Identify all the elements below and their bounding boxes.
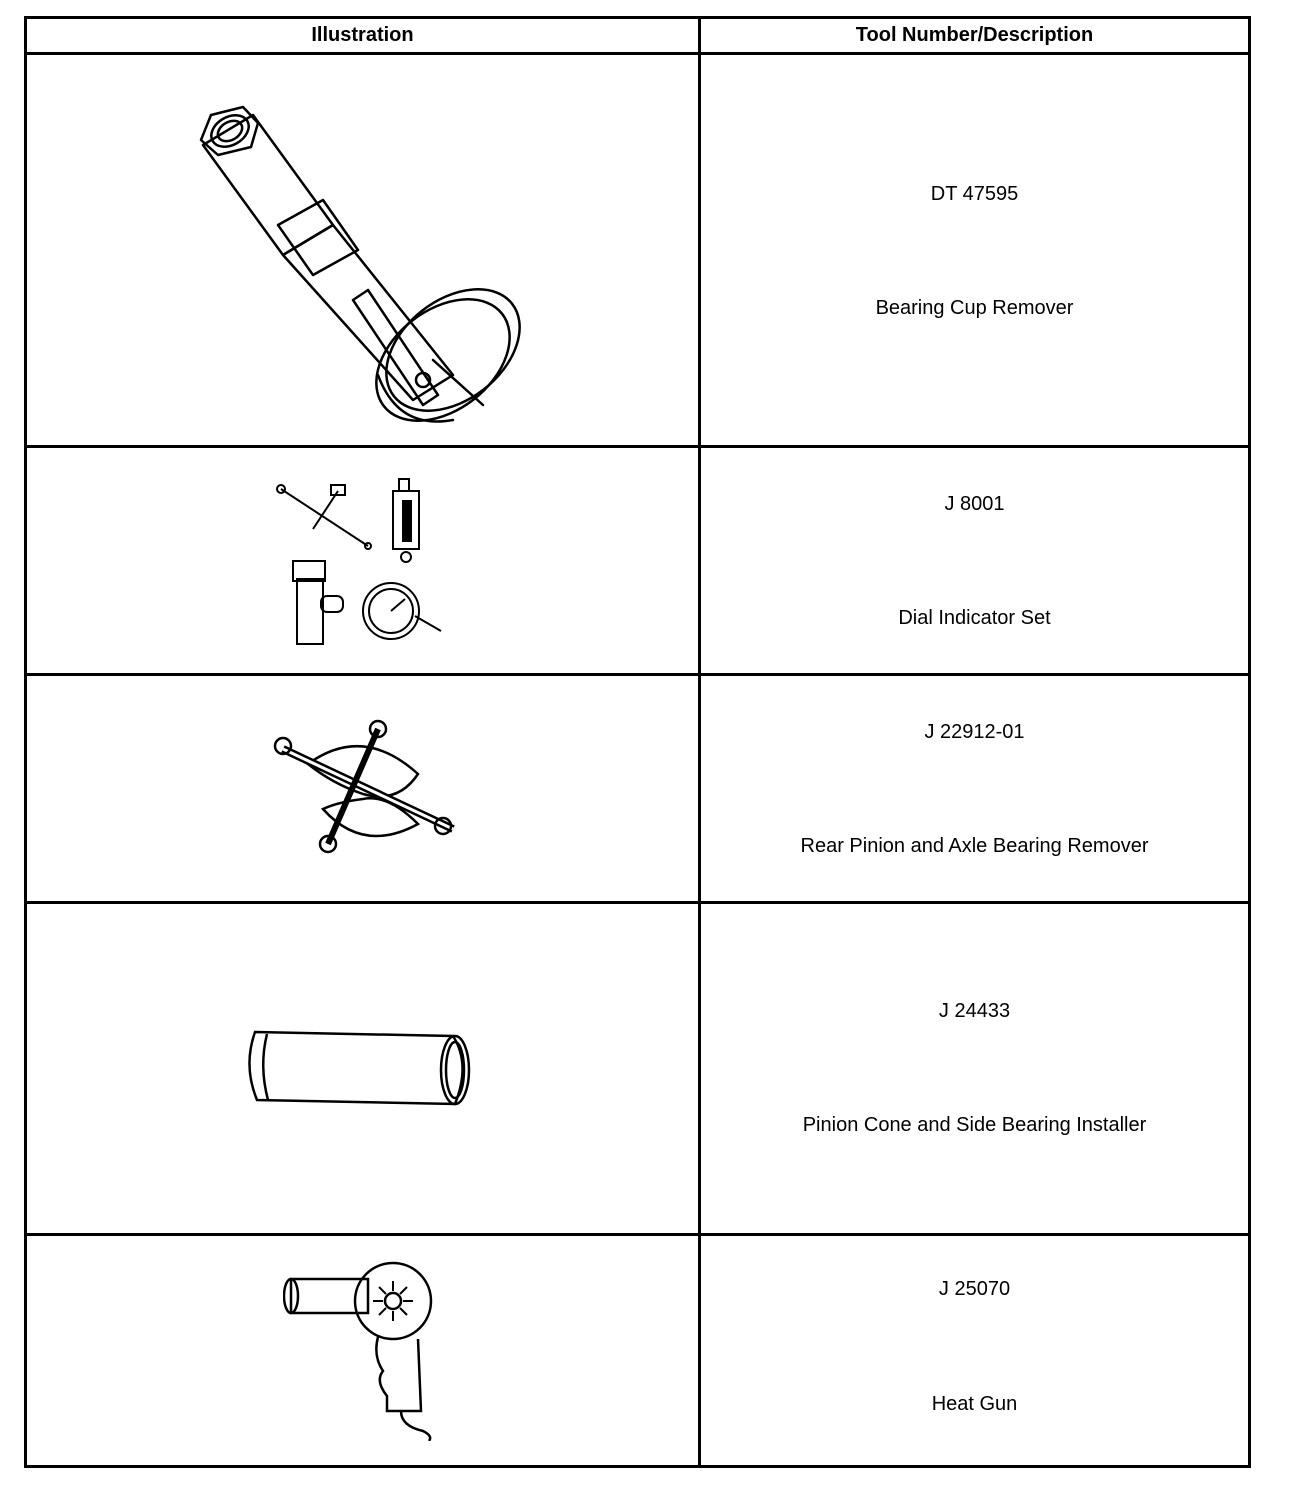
bearing-cup-remover-icon	[183, 75, 543, 425]
illustration-cell	[26, 903, 700, 1235]
tool-description: Bearing Cup Remover	[875, 297, 1074, 319]
tool-number: DT 47595	[930, 183, 1019, 205]
illustration-cell	[26, 54, 700, 447]
table-row	[26, 447, 1250, 675]
table-row	[26, 54, 1250, 447]
table-row	[26, 1235, 1250, 1467]
tool-number-description-header: Tool Number/Description	[700, 18, 1250, 54]
illustration-cell	[26, 675, 700, 903]
bearing-remover-clamp-icon	[268, 714, 458, 864]
tool-cell	[700, 54, 1250, 447]
tool-number: J 8001	[944, 493, 1005, 515]
illustration-header: Illustration	[26, 18, 700, 54]
tool-cell	[700, 903, 1250, 1235]
heat-gun-icon	[283, 1261, 443, 1441]
tool-description: Heat Gun	[931, 1393, 1018, 1415]
tool-description: Rear Pinion and Axle Bearing Remover	[800, 835, 1149, 857]
dial-indicator-set-icon	[273, 471, 453, 651]
tool-cell	[700, 675, 1250, 903]
tool-cell	[700, 447, 1250, 675]
table-row	[26, 675, 1250, 903]
tool-number: J 24433	[938, 1000, 1011, 1022]
special-tools-table	[24, 16, 1251, 1468]
illustration-cell	[26, 1235, 700, 1467]
bearing-installer-tube-icon	[243, 1024, 483, 1114]
table-row	[26, 903, 1250, 1235]
illustration-cell	[26, 447, 700, 675]
tool-number: J 22912-01	[924, 721, 1025, 743]
tool-description: Pinion Cone and Side Bearing Installer	[802, 1114, 1147, 1136]
header-row	[26, 18, 1250, 54]
tool-number: J 25070	[938, 1278, 1011, 1300]
tool-cell	[700, 1235, 1250, 1467]
tool-description: Dial Indicator Set	[898, 607, 1051, 629]
